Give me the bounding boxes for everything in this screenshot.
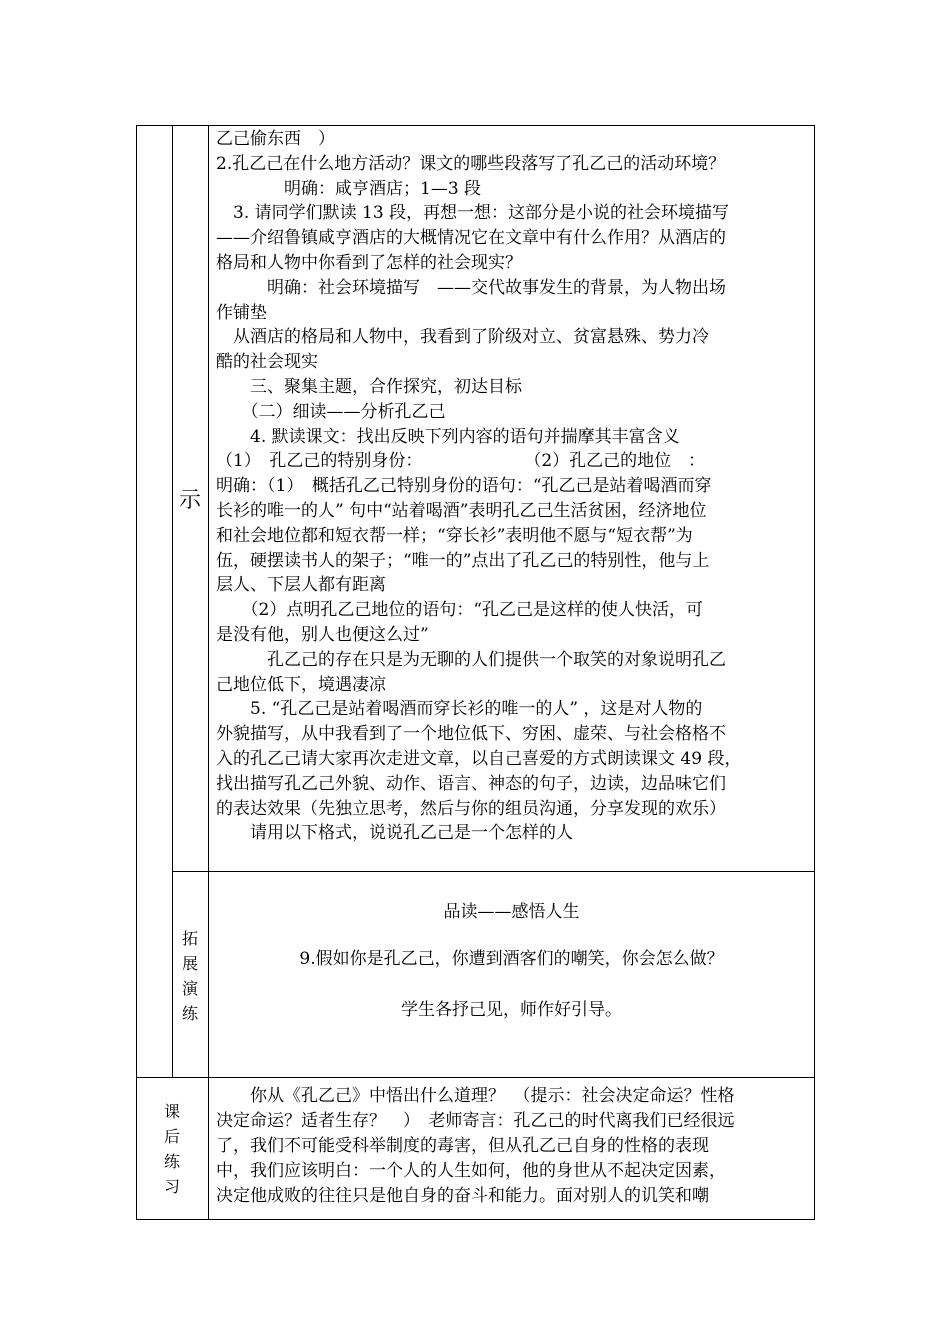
content-line: 外貌描写，从中我看到了一个地位低下、穷困、虚荣、与社会格格不 — [216, 724, 726, 745]
content-line: 作铺垫 — [216, 302, 267, 323]
content-line: 己地位低下，境遇凄凉 — [216, 674, 386, 695]
row-divider-1 — [172, 871, 815, 872]
content-line: 和社会地位都和短衣帮一样；“穿长衫”表明他不愿与“短衣帮”为 — [216, 525, 693, 546]
content-line: 5. “孔乙己是站着喝酒而穿长衫的唯一的人” ，这是对人物的 — [216, 699, 703, 720]
label-char: 练 — [163, 1152, 180, 1171]
homework-line: 决定他成败的往往只是他自身的奋斗和能力。面对别人的讥笑和嘲 — [216, 1186, 709, 1206]
content-line: 长衫的唯一的人” 句中“站着喝酒”表明孔乙己生活贫困，经济地位 — [216, 501, 707, 521]
content-line: 层人、下层人都有距离 — [216, 575, 386, 596]
homework-line: 决定命运？适者生存？ ） 老师寄言：孔乙己的时代离我们已经很远 — [216, 1111, 735, 1131]
label-char: 练 — [181, 1004, 198, 1023]
homework-line: 了，我们不可能受科举制度的毒害，但从孔乙己自身的性格的表现 — [216, 1136, 709, 1156]
label-char: 演 — [181, 979, 198, 998]
label-char: 习 — [163, 1177, 180, 1196]
content-line: 伍，硬摆读书人的架子；“唯一的”点出了孔乙己的特别性，他与上 — [216, 550, 710, 571]
homework-line: 中，我们应该明白：一个人的人生如何，他的身世从不起决定因素， — [216, 1161, 726, 1181]
extension-question: 9.假如你是孔乙己，你遭到酒客们的嘲笑，你会怎么做？ — [299, 949, 724, 969]
row-divider-2 — [136, 1077, 815, 1078]
content-line: 乙己偷东西 ） — [216, 129, 335, 149]
content-line: 明确：（1） 概括孔乙己特别身份的语句：“孔乙己是站着喝酒而穿 — [216, 476, 712, 497]
content-line: 孔乙己的存在只是为无聊的人们提供一个取笑的对象说明孔乙 — [216, 649, 726, 670]
label-char: 展 — [181, 954, 198, 973]
content-line: 三、聚集主题，合作探究，初达目标 — [216, 377, 522, 397]
content-line: 找出描写孔乙己外貌、动作、语言、神态的句子，边读，边品味它们 — [216, 773, 726, 794]
content-line: （二）细读——分析孔乙己 — [216, 401, 446, 422]
content-line: 3. 请同学们默读 13 段，再想一想：这部分是小说的社会环境描写 — [216, 203, 730, 224]
label-char: 拓 — [181, 929, 198, 948]
content-line: 酷的社会现实 — [216, 352, 318, 373]
content-line: 从酒店的格局和人物中，我看到了阶级对立、贫富悬殊、势力冷 — [216, 327, 709, 348]
content-line: 2.孔乙己在什么地方活动？课文的哪些段落写了孔乙己的活动环境？ — [216, 153, 726, 174]
content-line: 4. 默读课文：找出反映下列内容的语句并揣摩其丰富含义 — [216, 426, 680, 447]
homework-line: 你从《孔乙己》中悟出什么道理？ （提示：社会决定命运？性格 — [216, 1086, 735, 1106]
content-line: （1） 孔乙己的特别身份： （2）孔乙己的地位 ： — [216, 451, 706, 472]
label-char: 课 — [163, 1102, 180, 1121]
label-char: 后 — [163, 1127, 180, 1146]
content-line: 明确：社会环境描写 ——交代故事发生的背景，为人物出场 — [216, 277, 726, 298]
content-line: 格局和人物中你看到了怎样的社会现实？ — [216, 253, 522, 273]
content-line: （2）点明孔乙己地位的语句：“孔乙己是这样的使人快活，可 — [216, 600, 704, 621]
section-label-char: 示 — [179, 488, 202, 513]
column-divider-2 — [208, 125, 209, 1220]
content-line: ——介绍鲁镇咸亨酒店的大概情况它在文章中有什么作用？从酒店的 — [216, 228, 726, 249]
column-divider-1 — [172, 125, 173, 1077]
content-line: 入的孔乙己请大家再次走进文章，以自己喜爱的方式朗读课文 49 段， — [216, 749, 742, 769]
extension-title: 品读——感悟人生 — [443, 902, 580, 922]
content-line: 是没有他，别人也便这么过” — [216, 625, 429, 645]
content-line: 请用以下格式，说说孔乙己是一个怎样的人 — [216, 823, 573, 844]
extension-answer: 学生各抒己见，师作好引导。 — [401, 1000, 622, 1020]
content-line: 的表达效果（先独立思考，然后与你的组员沟通，分享发现的欢乐） — [216, 798, 726, 819]
content-line: 明确：咸亨酒店；1—3 段 — [216, 178, 482, 199]
